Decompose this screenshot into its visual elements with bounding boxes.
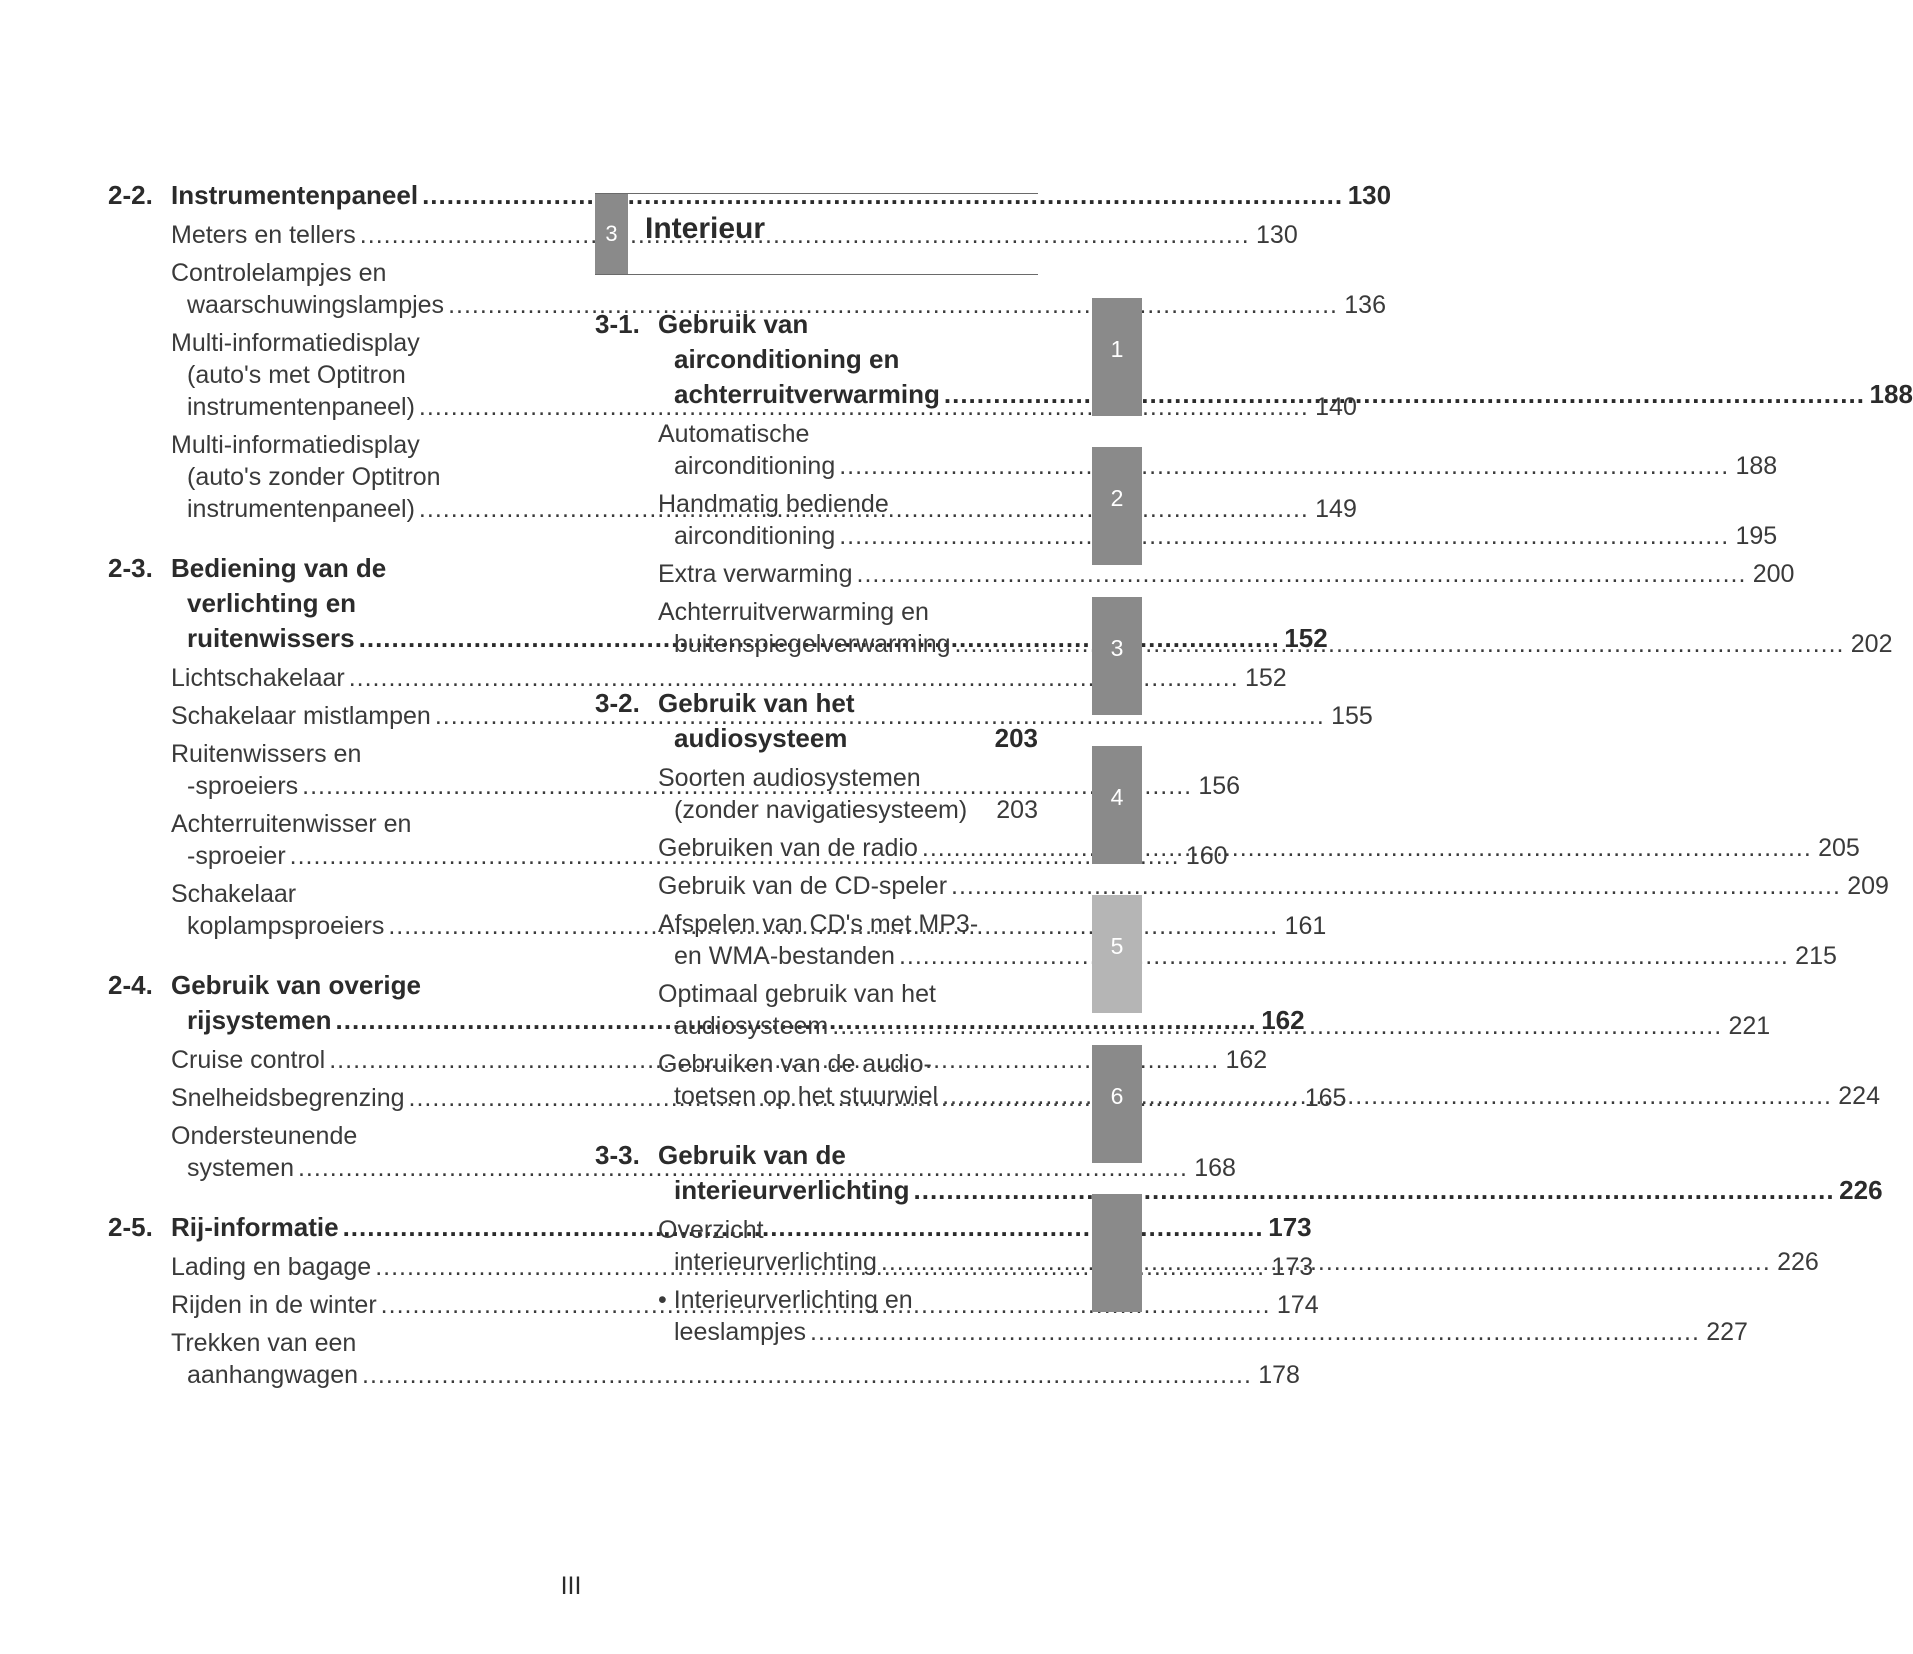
toc-entry-line xyxy=(171,461,548,493)
toc-entry-page-number: 149 xyxy=(1315,495,1357,523)
chapter-tab-1[interactable]: 1 xyxy=(1092,298,1142,416)
section-title-text: interieurverlichting xyxy=(674,1175,910,1205)
toc-entry-text: Afspelen van CD's met MP3- xyxy=(658,910,979,938)
toc-entry-page-number: 162 xyxy=(1225,1046,1268,1074)
toc-entry-line xyxy=(658,870,1889,902)
toc-entry-text: leeslampjes xyxy=(674,1318,807,1346)
toc-entry-line xyxy=(171,738,548,770)
toc-entry-line xyxy=(171,429,548,461)
section-title-text: Gebruik van het xyxy=(658,688,855,718)
leader-dots xyxy=(922,832,1812,864)
toc-entry-page-number: 152 xyxy=(1244,664,1287,692)
toc-entry-text: Controlelampjes en xyxy=(171,259,387,287)
toc-entry-text: Overzicht xyxy=(658,1216,764,1244)
section-title-text: Instrumentenpaneel xyxy=(171,180,419,210)
chapter-tab-3[interactable]: 3 xyxy=(1092,597,1142,715)
toc-entry-page-number: 178 xyxy=(1258,1361,1300,1389)
toc-entry-text: Schakelaar xyxy=(171,880,297,908)
section-page-number: 173 xyxy=(1268,1212,1312,1242)
leader-dots xyxy=(857,558,1747,590)
toc-entry-text: en WMA-bestanden xyxy=(674,942,895,970)
toc-entry-text: aanhangwagen xyxy=(187,1361,358,1389)
toc-entry-text: Snelheidsbegrenzing xyxy=(171,1084,405,1112)
section-heading[interactable] xyxy=(108,178,1392,213)
toc-entry-line xyxy=(171,808,548,840)
leader-dots xyxy=(942,1080,1832,1112)
toc-entry-page-number: 195 xyxy=(1735,522,1778,550)
toc-entry-text: Cruise control xyxy=(171,1046,326,1074)
section-title-text: Gebruik van de xyxy=(658,1140,846,1170)
toc-entry-text: Gebruiken van de audio- xyxy=(658,1050,932,1078)
toc-entry-line xyxy=(658,1316,1748,1348)
toc-entry-line xyxy=(171,1120,548,1152)
section-title-line xyxy=(658,307,1913,342)
chapter-header xyxy=(595,193,1038,275)
section-title-text: achterruitverwarming xyxy=(674,379,940,409)
section-title-text: Gebruik van xyxy=(658,309,809,339)
section-title-text: audiosysteem xyxy=(674,723,848,753)
toc-entry[interactable] xyxy=(171,257,1386,321)
section-title-text: Gebruik van overige xyxy=(171,970,421,1000)
toc-entry-text: Extra verwarming xyxy=(658,560,853,588)
leader-dots xyxy=(951,870,1841,902)
toc-entry-page-number: 160 xyxy=(1185,842,1228,870)
toc-entry-text: (zonder navigatiesysteem) xyxy=(674,796,968,824)
section-number: 3-2. xyxy=(595,688,640,718)
toc-entry-text: Soorten audiosystemen xyxy=(658,764,921,792)
toc-entry-page-number: 203 xyxy=(996,796,1038,824)
toc-entry-text: Achterruitverwarming en xyxy=(658,598,929,626)
toc-entry-line xyxy=(171,878,548,910)
toc-entry-text: • Interieurverlichting en xyxy=(658,1286,913,1314)
toc-entry-text: Lichtschakelaar xyxy=(171,664,345,692)
section-title-text: Bediening van de xyxy=(171,553,387,583)
toc-entry-page-number: 165 xyxy=(1304,1084,1347,1112)
toc-entry-text: Rijden in de winter xyxy=(171,1291,377,1319)
toc-entry-text: waarschuwingslampjes xyxy=(187,291,445,319)
toc-entry-line xyxy=(171,359,548,391)
toc-entry-line xyxy=(658,1284,1038,1316)
toc-entry-line xyxy=(658,418,1038,450)
toc-entry-line xyxy=(171,1327,548,1359)
section-number: 3-3. xyxy=(595,1140,640,1170)
toc-entry-text: airconditioning xyxy=(674,452,836,480)
chapter-tab-2[interactable]: 2 xyxy=(1092,447,1142,565)
section-title-text: verlichting en xyxy=(187,588,357,618)
toc-entry-page-number: 209 xyxy=(1847,872,1889,900)
toc-entry[interactable] xyxy=(658,558,1795,590)
toc-entry-text: Ruitenwissers en xyxy=(171,740,362,768)
chapter-tab-6[interactable]: 6 xyxy=(1092,1045,1142,1163)
toc-entry-line xyxy=(171,662,1287,694)
toc-entry-text: (auto's zonder Optitron xyxy=(187,463,441,491)
section-title-line xyxy=(658,377,1913,412)
section-title-line xyxy=(658,721,1038,756)
toc-entry-page-number: 130 xyxy=(1256,221,1298,249)
toc-entry-text: systemen xyxy=(187,1154,294,1182)
section-title-line xyxy=(658,342,1913,377)
toc-entry-text: Gebruik van de CD-speler xyxy=(658,872,948,900)
toc-entry-text: Meters en tellers xyxy=(171,221,356,249)
leader-dots xyxy=(955,628,1845,660)
toc-entry-text: buitenspiegelverwarming xyxy=(674,630,951,658)
section-number: 3-1. xyxy=(595,309,640,339)
toc-entry-text: toetsen op het stuurwiel xyxy=(674,1082,939,1110)
section-page-number: 226 xyxy=(1839,1175,1883,1205)
toc-entry-text: Trekken van een xyxy=(171,1329,357,1357)
page-number: III xyxy=(560,1572,582,1600)
section-page-number: 152 xyxy=(1284,623,1328,653)
toc-entry-text: Schakelaar mistlampen xyxy=(171,702,431,730)
section-title xyxy=(658,1138,1883,1208)
leader-dots xyxy=(881,1246,1771,1278)
toc-entry-page-number: 224 xyxy=(1838,1082,1880,1110)
toc-entry-line xyxy=(658,558,1795,590)
toc-entry-text: Ondersteunende xyxy=(171,1122,358,1150)
section-page-number: 130 xyxy=(1347,180,1392,210)
toc-entry-page-number: 221 xyxy=(1728,1012,1771,1040)
toc-entry[interactable] xyxy=(171,662,1287,694)
toc-entry-text: Lading en bagage xyxy=(171,1253,372,1281)
toc-entry-line xyxy=(658,450,1778,482)
toc-entry-text: instrumentenpaneel) xyxy=(187,495,415,523)
toc-entry-text: Gebruiken van de radio xyxy=(658,834,918,862)
toc-entry[interactable] xyxy=(658,762,1038,826)
section-page-number: 162 xyxy=(1261,1005,1305,1035)
section-title-text: Rij-informatie xyxy=(171,1212,339,1242)
leader-dots xyxy=(810,1316,1700,1348)
section-number: 2-2. xyxy=(108,180,153,210)
toc-entry-page-number: 200 xyxy=(1752,560,1795,588)
chapter-tab-index[interactable] xyxy=(1092,1194,1142,1312)
toc-entry-page-number: 161 xyxy=(1284,912,1327,940)
toc-entry-text: -sproeiers xyxy=(187,772,299,800)
toc-entry-page-number: 205 xyxy=(1818,834,1860,862)
toc-entry-line xyxy=(658,596,1038,628)
toc-entry-line xyxy=(171,257,548,289)
section-number: 2-5. xyxy=(108,1212,153,1242)
toc-entry-line xyxy=(658,1214,1038,1246)
section-title-line xyxy=(658,1173,1883,1208)
toc-entry-page-number: 227 xyxy=(1706,1318,1748,1346)
toc-entry-page-number: 140 xyxy=(1315,393,1357,421)
toc-entry-page-number: 155 xyxy=(1331,702,1373,730)
toc-entry-text: Multi-informatiedisplay xyxy=(171,431,420,459)
toc-entry[interactable] xyxy=(658,418,1778,482)
toc-entry-text: -sproeier xyxy=(187,842,286,870)
section-page-number: 203 xyxy=(994,723,1038,753)
toc-entry-text: Handmatig bediende xyxy=(658,490,889,518)
toc-entry-text: interieurverlichting xyxy=(674,1248,877,1276)
toc-entry-page-number: 215 xyxy=(1795,942,1837,970)
toc-entry[interactable] xyxy=(658,870,1889,902)
toc-entry-text: Achterruitenwisser en xyxy=(171,810,412,838)
section-title-line xyxy=(658,686,1038,721)
toc-entry-page-number: 202 xyxy=(1850,630,1893,658)
toc-entry-line xyxy=(171,327,548,359)
section-heading[interactable] xyxy=(595,686,1038,756)
toc-entry-text: koplampsproeiers xyxy=(187,912,385,940)
leader-dots xyxy=(839,450,1729,482)
toc-entry-text: airconditioning xyxy=(674,522,836,550)
leader-dots xyxy=(832,1010,1722,1042)
section-number: 2-4. xyxy=(108,970,153,1000)
leader-dots xyxy=(839,520,1729,552)
leader-dots xyxy=(914,1173,1835,1208)
section-page-number: 188 xyxy=(1869,379,1913,409)
chapter-tab-4[interactable]: 4 xyxy=(1092,746,1142,864)
section-title-line xyxy=(658,1138,1883,1173)
toc-entry-line xyxy=(658,794,1038,826)
toc-entry-text: Optimaal gebruik van het xyxy=(658,980,936,1008)
toc-entry-page-number: 168 xyxy=(1194,1154,1236,1182)
leader-dots xyxy=(899,940,1789,972)
toc-entry-line xyxy=(658,520,1778,552)
section-title-text: ruitenwissers xyxy=(187,623,355,653)
toc-entry-page-number: 136 xyxy=(1344,291,1386,319)
toc-entry-page-number: 173 xyxy=(1271,1253,1314,1281)
toc-entry-line xyxy=(658,908,1038,940)
toc-entry-text: Automatische xyxy=(658,420,810,448)
toc-entry-text: audiosysteem xyxy=(674,1012,829,1040)
toc-entry-line xyxy=(171,289,1386,321)
toc-entry-text: Multi-informatiedisplay xyxy=(171,329,420,357)
section-title-text: rijsystemen xyxy=(187,1005,332,1035)
section-number: 2-3. xyxy=(108,553,153,583)
section-title xyxy=(658,307,1913,412)
chapter-tab-5[interactable]: 5 xyxy=(1092,895,1142,1013)
toc-entry-page-number: 174 xyxy=(1276,1291,1319,1319)
chapter-title: Interieur xyxy=(645,212,766,245)
toc-entry-line xyxy=(171,1359,1300,1391)
toc-entry-page-number: 226 xyxy=(1777,1248,1819,1276)
section-title xyxy=(658,686,1038,756)
chapter-number: 3 xyxy=(595,194,628,274)
toc-entry-line xyxy=(658,762,1038,794)
toc-entry-text: (auto's met Optitron xyxy=(187,361,406,389)
toc-entry-page-number: 156 xyxy=(1198,772,1241,800)
toc-entry-text: instrumentenpaneel) xyxy=(187,393,415,421)
toc-entry-page-number: 188 xyxy=(1735,452,1778,480)
leader-dots xyxy=(944,377,1865,412)
toc-entry-line xyxy=(658,940,1837,972)
toc-entry-line xyxy=(658,1048,1038,1080)
toc-entry-line xyxy=(658,978,1038,1010)
section-title-text: airconditioning en xyxy=(674,344,900,374)
toc-entry-line xyxy=(658,488,1038,520)
